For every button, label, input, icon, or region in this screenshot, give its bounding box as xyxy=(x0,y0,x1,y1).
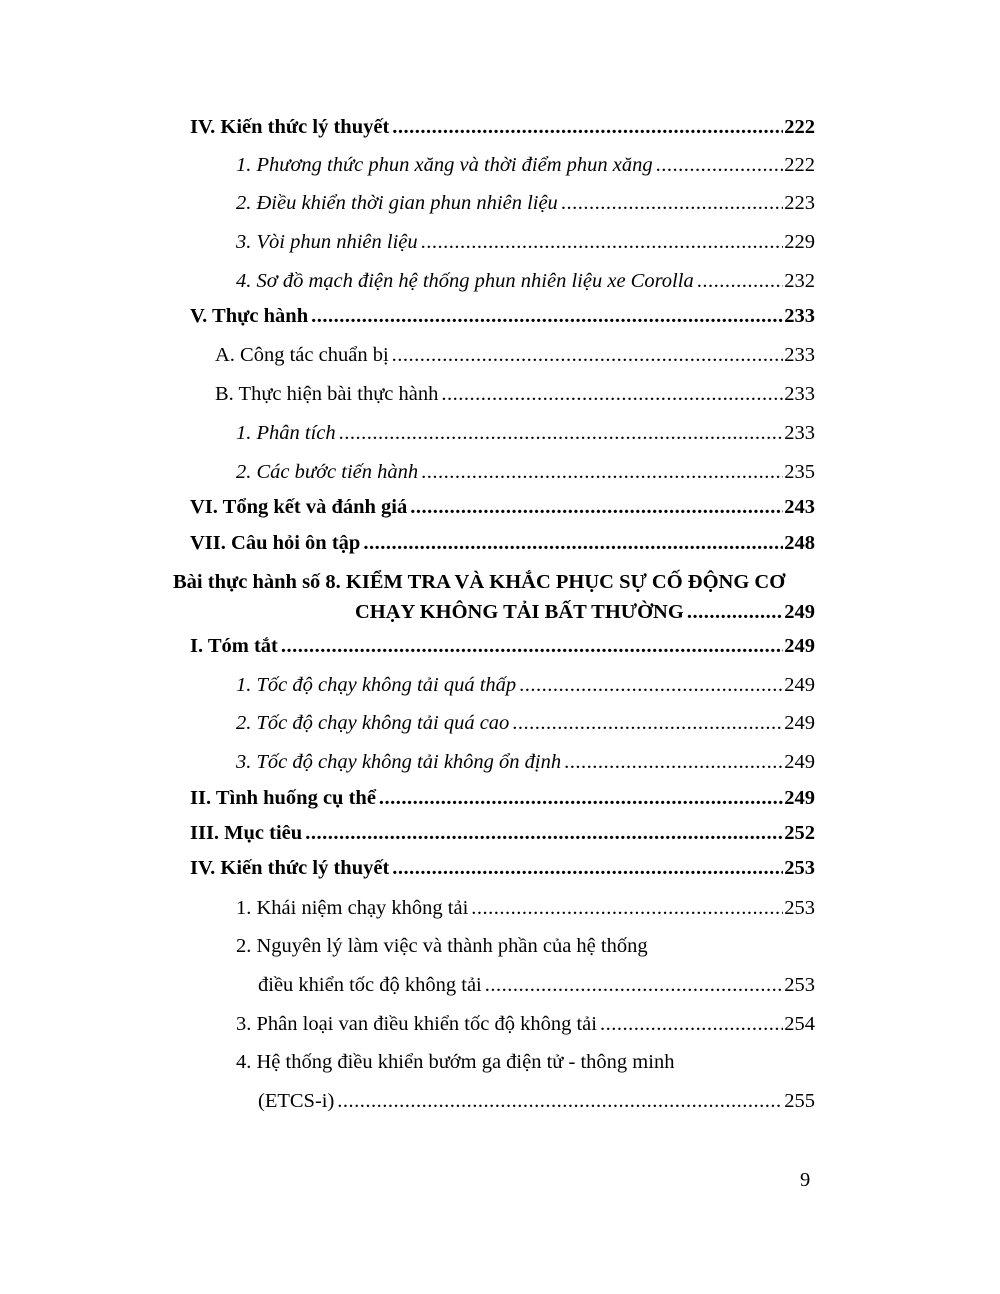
toc-entry xyxy=(236,671,815,699)
toc-entry xyxy=(236,267,815,295)
dot-leader xyxy=(561,189,783,217)
toc-entry-label: 3. Phân loại van điều khiển tốc độ không tải xyxy=(236,1013,597,1035)
toc-entry xyxy=(236,1010,815,1038)
toc-entry-page: 222 xyxy=(784,154,815,176)
toc-entry xyxy=(258,1087,815,1115)
dot-leader xyxy=(564,748,783,776)
toc-entry xyxy=(190,632,815,660)
toc-entry-label: B. Thực hiện bài thực hành xyxy=(215,383,439,405)
toc-entry-page: 254 xyxy=(784,1013,815,1035)
dot-leader xyxy=(512,709,783,737)
dot-leader xyxy=(392,113,783,141)
toc-entry-label: III. Mục tiêu xyxy=(190,822,303,844)
toc-entry xyxy=(215,341,815,369)
toc-entry-label: VI. Tổng kết và đánh giá xyxy=(190,496,408,518)
toc-entry-label: VII. Câu hỏi ôn tập xyxy=(190,532,361,554)
dot-leader xyxy=(337,1087,783,1115)
dot-leader xyxy=(687,598,783,626)
toc-entry-label: điều khiển tốc độ không tải xyxy=(258,974,482,996)
toc-entry-page: 249 xyxy=(784,674,815,696)
toc-entry-page: 222 xyxy=(784,116,815,138)
dot-leader xyxy=(600,1010,783,1038)
toc-entry-label: 1. Phương thức phun xăng và thời điểm phun xăng xyxy=(236,154,653,176)
toc-entry xyxy=(190,302,815,330)
dot-leader xyxy=(281,632,783,660)
toc-entry xyxy=(190,113,815,141)
toc-entry-label: A. Công tác chuẩn bị xyxy=(215,344,389,366)
toc-entry-label: 1. Phân tích xyxy=(236,422,336,444)
toc-entry xyxy=(190,819,815,847)
toc-entry xyxy=(258,971,815,999)
toc-entry xyxy=(236,189,815,217)
toc-entry-page: 229 xyxy=(784,231,815,253)
dot-leader xyxy=(471,894,783,922)
toc-entry-label: 2. Điều khiển thời gian phun nhiên liệu xyxy=(236,192,558,214)
toc-entry-page: 249 xyxy=(784,635,815,657)
dot-leader xyxy=(410,493,783,521)
toc-entry xyxy=(190,529,815,557)
toc-entry-label: 2. Tốc độ chạy không tải quá cao xyxy=(236,712,510,734)
toc-entry-page: 253 xyxy=(784,974,815,996)
toc-entry-page: 252 xyxy=(784,822,815,844)
toc-entry-page: 249 xyxy=(784,712,815,734)
toc-entry-page: 253 xyxy=(784,857,815,879)
dot-leader xyxy=(697,267,784,295)
toc-entry xyxy=(190,854,815,882)
toc-entry-page: 249 xyxy=(784,601,815,623)
toc-entry-page: 233 xyxy=(784,383,815,405)
dot-leader xyxy=(421,458,783,486)
toc-entry-label: I. Tóm tắt xyxy=(190,635,278,657)
toc-entry xyxy=(236,748,815,776)
dot-leader xyxy=(656,151,784,179)
dot-leader xyxy=(305,819,783,847)
toc-entry-page: 235 xyxy=(784,461,815,483)
toc-entry-page: 249 xyxy=(784,751,815,773)
toc-entry-page: 233 xyxy=(784,422,815,444)
dot-leader xyxy=(392,854,783,882)
toc-entry-label: V. Thực hành xyxy=(190,305,309,327)
toc-entry-label: IV. Kiến thức lý thuyết xyxy=(190,857,390,879)
toc-entry-label: 4. Sơ đồ mạch điện hệ thống phun nhiên liệu xe Corolla xyxy=(236,270,694,292)
lesson-heading: Bài thực hành số 8. KIỂM TRA VÀ KHẮC PHỤC SỰ CỐ ĐỘNG CƠ xyxy=(173,571,786,593)
toc-entry-page: 248 xyxy=(784,532,815,554)
dot-leader xyxy=(421,228,784,256)
toc-entry-label: II. Tình huống cụ thể xyxy=(190,787,376,809)
dot-leader xyxy=(379,784,783,812)
toc-entry xyxy=(236,228,815,256)
page-number: 9 xyxy=(800,1169,811,1191)
toc-entry xyxy=(236,151,815,179)
toc-entry-label-line: 2. Nguyên lý làm việc và thành phần của hệ thống xyxy=(236,935,648,957)
toc-entry-page: 255 xyxy=(784,1090,815,1112)
dot-leader xyxy=(441,380,783,408)
toc-entry-label: 1. Tốc độ chạy không tải quá thấp xyxy=(236,674,517,696)
dot-leader xyxy=(339,419,784,447)
toc-entry-label: 2. Các bước tiến hành xyxy=(236,461,419,483)
toc-entry-label: 3. Tốc độ chạy không tải không ổn định xyxy=(236,751,562,773)
toc-entry-label: 1. Khái niệm chạy không tải xyxy=(236,897,469,919)
dot-leader xyxy=(485,971,784,999)
toc-entry-page: 233 xyxy=(784,344,815,366)
toc-entry-page: 223 xyxy=(784,192,815,214)
dot-leader xyxy=(363,529,783,557)
toc-entry-label: CHẠY KHÔNG TẢI BẤT THƯỜNG xyxy=(355,601,684,623)
toc-entry-page: 253 xyxy=(784,897,815,919)
dot-leader xyxy=(311,302,783,330)
dot-leader xyxy=(519,671,783,699)
toc-entry xyxy=(355,598,815,626)
toc-entry xyxy=(190,784,815,812)
toc-entry-label-line: 4. Hệ thống điều khiển bướm ga điện tử - thông minh xyxy=(236,1051,675,1073)
toc-entry xyxy=(236,894,815,922)
toc-entry xyxy=(215,380,815,408)
toc-entry-page: 249 xyxy=(784,787,815,809)
toc-entry-label: (ETCS-i) xyxy=(258,1090,335,1112)
toc-entry-page: 232 xyxy=(784,270,815,292)
toc-entry-page: 243 xyxy=(784,496,815,518)
toc-entry xyxy=(236,419,815,447)
toc-entry-label: IV. Kiến thức lý thuyết xyxy=(190,116,390,138)
toc-entry-label: 3. Vòi phun nhiên liệu xyxy=(236,231,418,253)
toc-entry xyxy=(236,709,815,737)
dot-leader xyxy=(392,341,784,369)
toc-entry xyxy=(236,458,815,486)
toc-entry xyxy=(190,493,815,521)
toc-entry-page: 233 xyxy=(784,305,815,327)
